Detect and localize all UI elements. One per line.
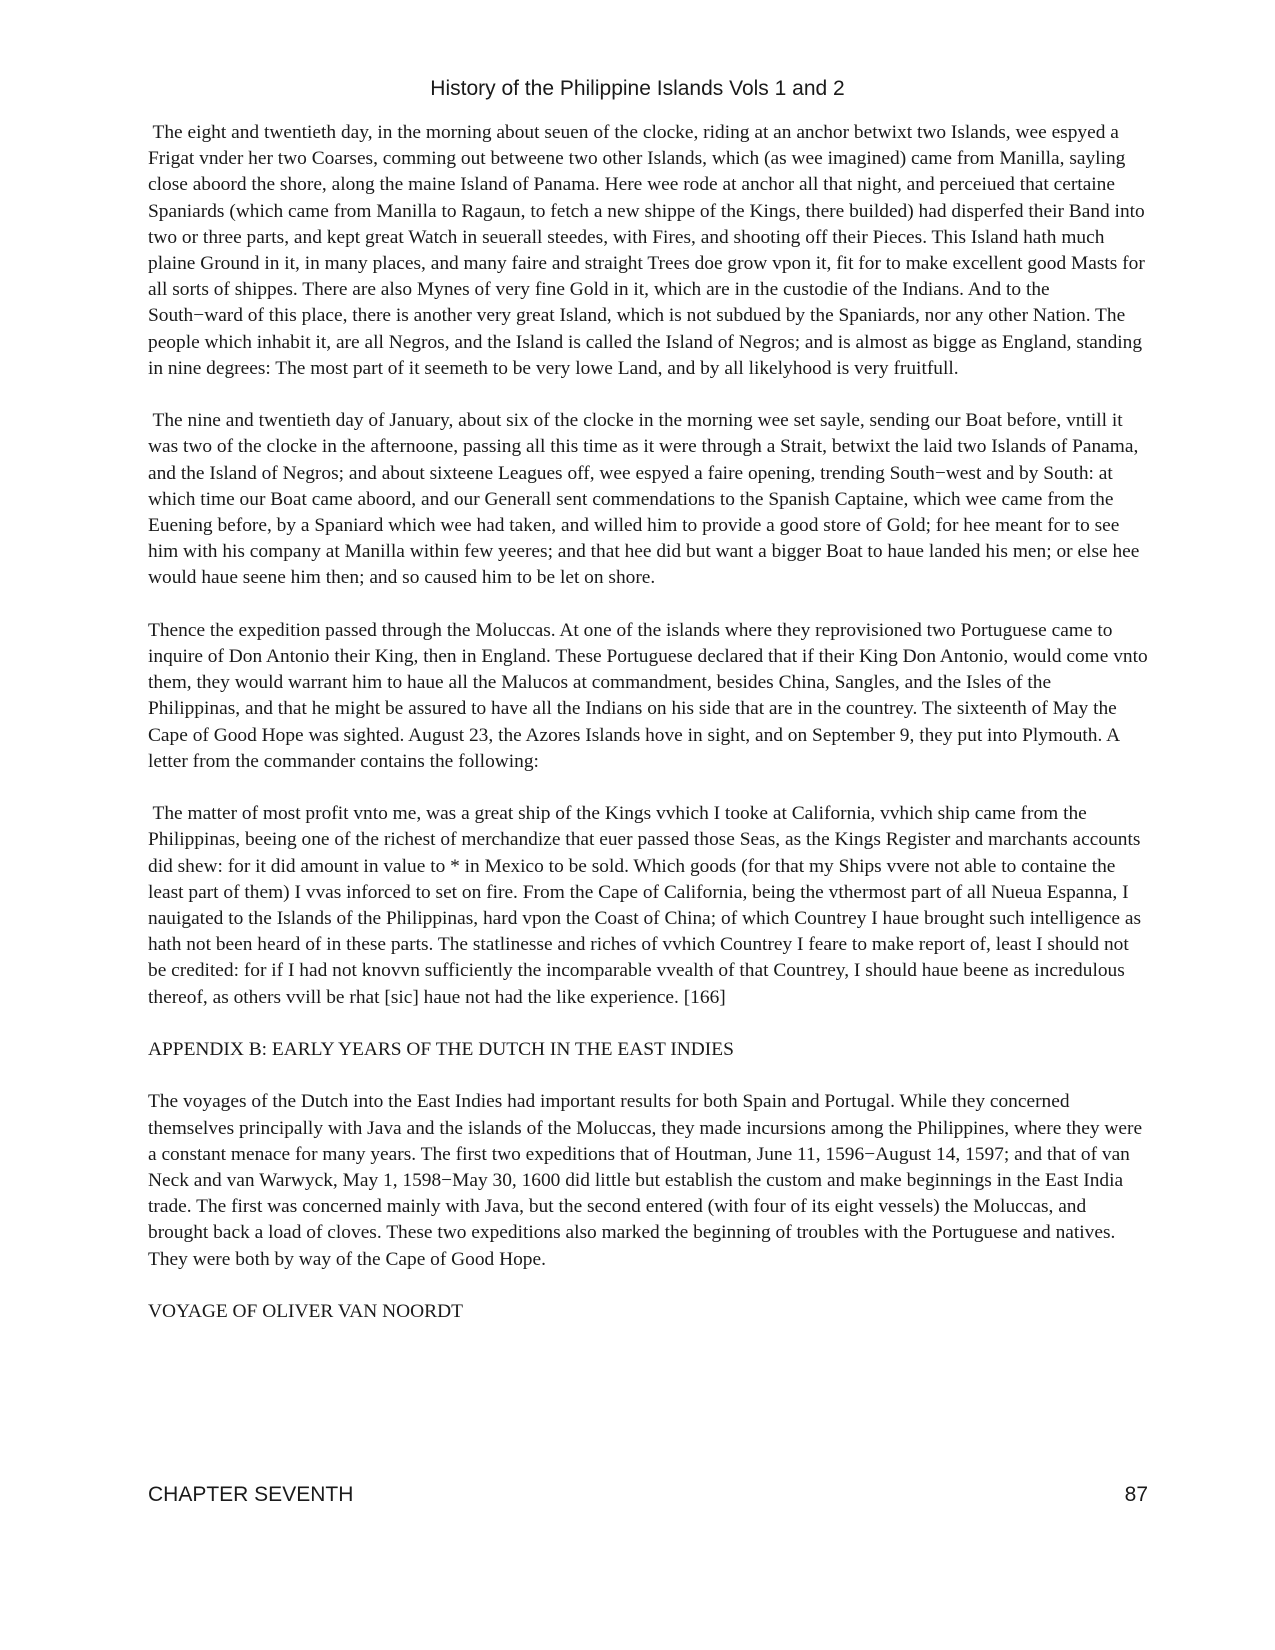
section-heading-van-noordt: VOYAGE OF OLIVER VAN NOORDT	[148, 1301, 463, 1323]
paragraph-letter-quote: The matter of most profit vnto me, was a great ship of the Kings vvhich I tooke at California, vvhich ship came from the Philippinas, beeing one of the richest of merchandize that euer passed those Seas, as the Kings Register and marchants accounts did shew: for it did amount in value to * in Mexico to be sold. Which goods (for that my Ships vvere not able to containe the least part of them) I vvas inforced to set on fire. From the Cape of California, being the vthermost part of all Nueua Espanna, I nauigated to the Islands of the Philippinas, hard vpon the Coast of China; of which Countrey I haue brought such intelligence as hath not been heard of in these parts. The statlinesse and riches of vvhich Countrey I feare to make report of, least I should not be credited: for if I had not knovvn sufficiently the incomparable vvealth of that Countrey, I should haue beene as incredulous thereof, as others vvill be rhat [sic] haue not had the like experience. [166]	[148, 803, 1142, 1008]
appendix-b-heading: APPENDIX B: EARLY YEARS OF THE DUTCH IN THE EAST INDIES	[148, 1039, 734, 1061]
paragraph-moluccas-expedition: Thence the expedition passed through the Moluccas. At one of the islands where they reprovisioned two Portuguese came to inquire of Don Antonio their King, then in England. These Portuguese declared that if their King Don Antonio, would come vnto them, they would warrant him to haue all the Malucos at commandment, besides China, Sangles, and the Isles of the Philippinas, and that he might be assured to have all the Indians on his side that are in the countrey. The sixteenth of May the Cape of Good Hope was sighted. August 23, the Azores Islands hove in sight, and on September 9, they put into Plymouth. A letter from the commander contains the following:	[148, 619, 1148, 772]
footer-chapter-title: CHAPTER SEVENTH	[148, 1483, 354, 1506]
running-header: History of the Philippine Islands Vols 1 and 2	[430, 77, 845, 100]
paragraph-nine-and-twentieth-day: The nine and twentieth day of January, about six of the clocke in the morning wee set sayle, sending our Boat before, vntill it was two of the clocke in the afternoone, passing all this time as it were through a Strait, betwixt the laid two Islands of Panama, and the Island of Negros; and about sixteene Leagues off, wee espyed a faire opening, trending South−west and by South: at which time our Boat came aboord, and our Generall sent commendations to the Spanish Captaine, which wee came from the Euening before, by a Spaniard which wee had taken, and willed him to provide a good store of Gold; for hee meant for to see him with his company at Manilla within few yeeres; and that hee did but want a bigger Boat to haue landed his men; or else hee would haue seene him then; and so caused him to be let on shore.	[148, 410, 1140, 589]
paragraph-eight-and-twentieth-day: The eight and twentieth day, in the morning about seuen of the clocke, riding at an anchor betwixt two Islands, wee espyed a Frigat vnder her two Coarses, comming out betweene two other Islands, which (as wee imagined) came from Manilla, sayling close aboord the shore, along the maine Island of Panama. Here wee rode at anchor all that night, and perceiued that certaine Spaniards (which came from Manilla to Ragaun, to fetch a new shippe of the Kings, there builded) had disperfed their Band into two or three parts, and kept great Watch in seuerall steedes, with Fires, and shooting off their Pieces. This Island hath much plaine Ground in it, in many places, and many faire and straight Trees doe grow vpon it, fit for to make excellent good Masts for all sorts of shippes. There are also Mynes of very fine Gold in it, which are in the custodie of the Indians. And to the South−ward of this place, there is another very great Island, which is not subdued by the Spaniards, nor any other Nation. The people which inhabit it, are all Negros, and the Island is called the Island of Negros; and is almost as bigge as England, standing in nine degrees: The most part of it seemeth to be very lowe Land, and by all likelyhood is very fruitfull.	[148, 122, 1145, 379]
paragraph-dutch-voyages: The voyages of the Dutch into the East Indies had important results for both Spain and Portugal. While they concerned themselves principally with Java and the islands of the Moluccas, they made incursions among the Philippines, where they were a constant menace for many years. The first two expeditions that of Houtman, June 11, 1596−August 14, 1597; and that of van Neck and van Warwyck, May 1, 1598−May 30, 1600 did little but establish the custom and make beginnings in the East India trade. The first was concerned mainly with Java, but the second entered (with four of its eight vessels) the Moluccas, and brought back a load of cloves. These two expeditions also marked the beginning of troubles with the Portuguese and natives. They were both by way of the Cape of Good Hope.	[148, 1091, 1143, 1270]
page-number: 87	[1124, 1483, 1148, 1506]
body-text	[148, 120, 1148, 1351]
